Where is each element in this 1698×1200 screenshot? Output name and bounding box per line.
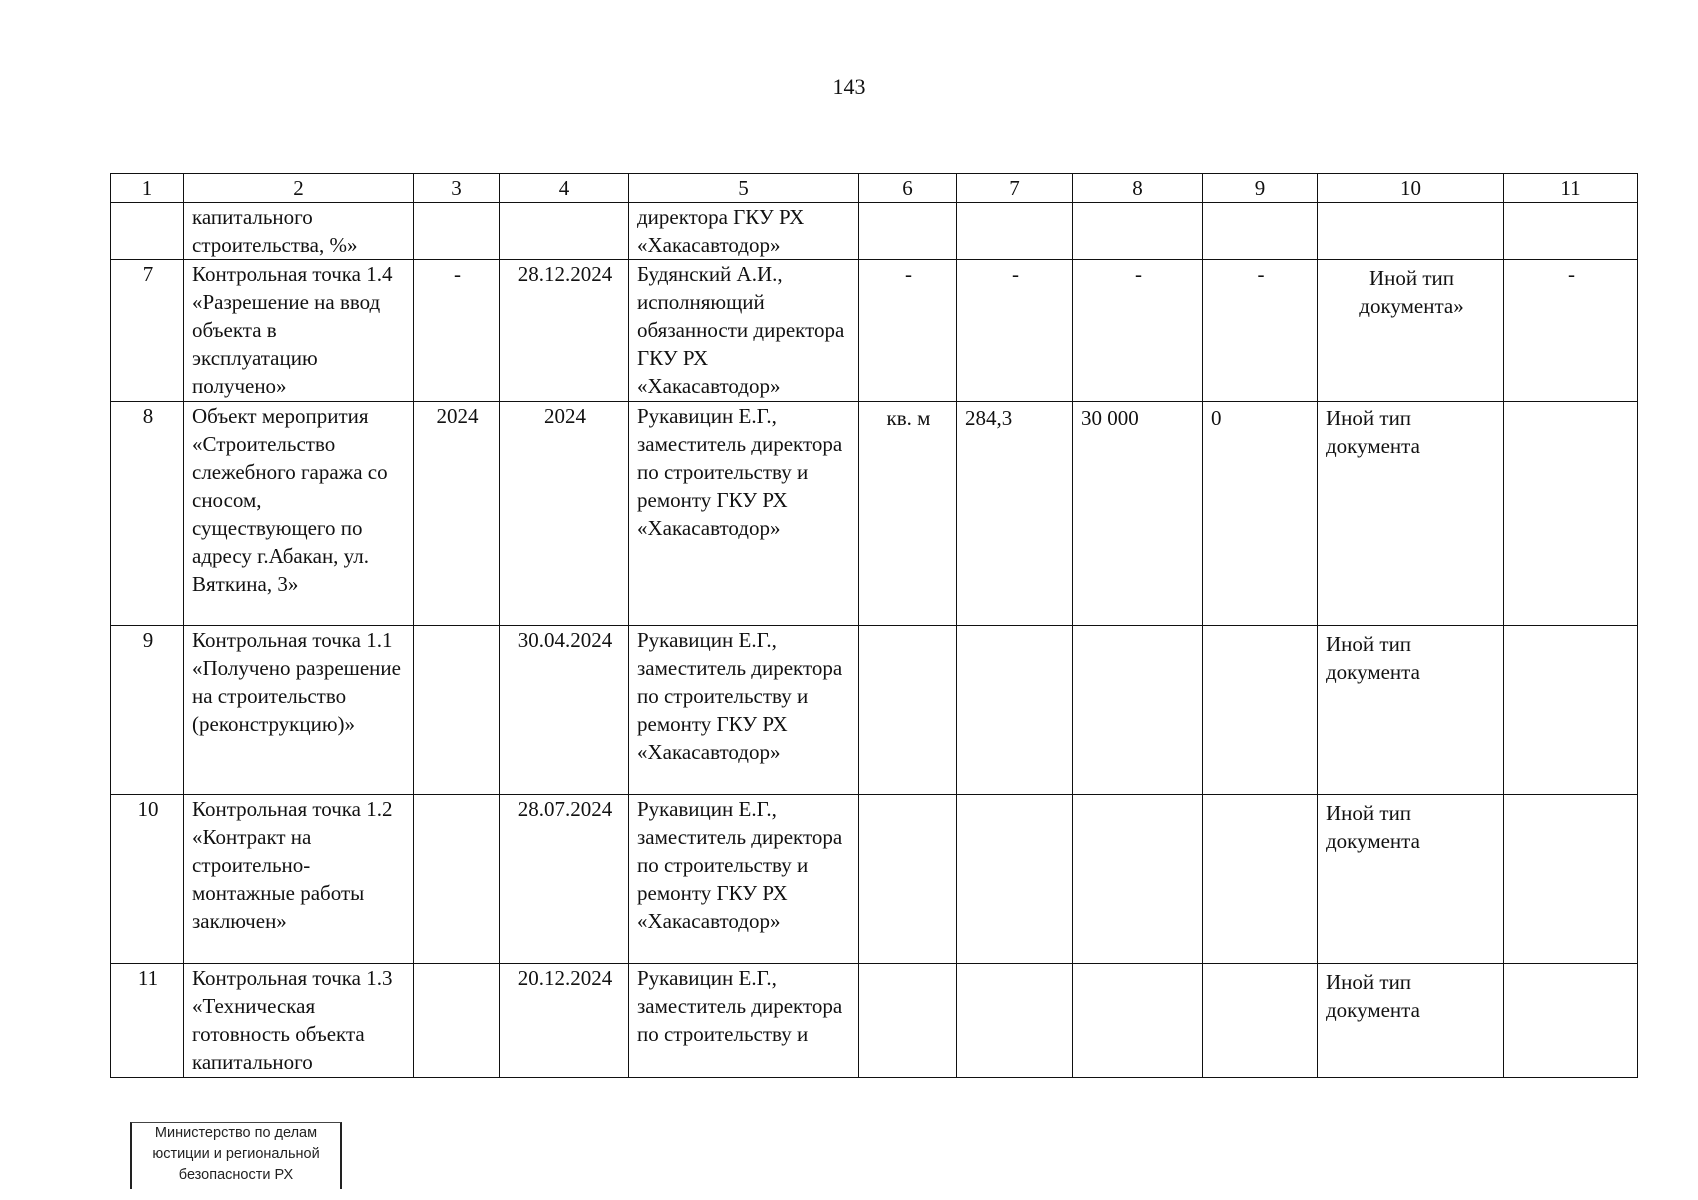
cell-unit: [859, 203, 957, 260]
page-number: 143: [832, 74, 866, 99]
column-number: 4: [500, 174, 629, 203]
column-number: 8: [1073, 174, 1203, 203]
cell-col11: [1504, 402, 1638, 626]
stamp-line: Министерство по делам: [154, 1125, 318, 1141]
cell-col11: -: [1504, 260, 1638, 402]
cell-col8: 30 000: [1073, 402, 1203, 626]
row-number: 10: [111, 795, 184, 964]
column-number: 6: [859, 174, 957, 203]
cell-date: 28.07.2024: [500, 795, 629, 964]
cell-col8: [1073, 964, 1203, 1078]
event-name: Контрольная точка 1.2 «Контракт на строительно-монтажные работы заключен»: [184, 795, 414, 964]
cell-date: 28.12.2024: [500, 260, 629, 402]
document-type: Иной тип документа: [1318, 626, 1504, 795]
column-number: 9: [1203, 174, 1318, 203]
table-row: [111, 795, 1638, 964]
stamp-line: юстиции и региональной: [152, 1146, 320, 1162]
responsible-person: Рукавицин Е.Г., заместитель директора по строительству и ремонту ГКУ РХ «Хакасавтодор»: [629, 795, 859, 964]
cell-date: 20.12.2024: [500, 964, 629, 1078]
cell-col7: [957, 964, 1073, 1078]
document-type: Иной тип документа: [1318, 402, 1504, 626]
cell-unit: кв. м: [859, 402, 957, 626]
column-number: 10: [1318, 174, 1504, 203]
cell-date: 30.04.2024: [500, 626, 629, 795]
cell-col7: [957, 795, 1073, 964]
column-number: 3: [414, 174, 500, 203]
cell-date: 2024: [500, 402, 629, 626]
cell-col3: -: [414, 260, 500, 402]
stamp-line: безопасности РХ: [178, 1167, 294, 1183]
cell-col9: [1203, 795, 1318, 964]
row-number: 8: [111, 402, 184, 626]
cell-col11: [1504, 203, 1638, 260]
column-number: 11: [1504, 174, 1638, 203]
event-name: Контрольная точка 1.1 «Получено разрешение на строительство (реконструкцию)»: [184, 626, 414, 795]
table-row: [111, 260, 1638, 402]
cell-col3: 2024: [414, 402, 500, 626]
cell-col7: [957, 626, 1073, 795]
cell-col8: [1073, 203, 1203, 260]
responsible-person: Рукавицин Е.Г., заместитель директора по строительству и: [629, 964, 859, 1078]
table-row: [111, 203, 1638, 260]
cell-col3: [414, 964, 500, 1078]
cell-col7: [957, 203, 1073, 260]
cell-date: [500, 203, 629, 260]
cell-col8: [1073, 626, 1203, 795]
table-row: [111, 402, 1638, 626]
cell-col9: [1203, 964, 1318, 1078]
cell-col7: 284,3: [957, 402, 1073, 626]
cell-unit: [859, 626, 957, 795]
event-name: Контрольная точка 1.4 «Разрешение на ввод объекта в эксплуатацию получено»: [184, 260, 414, 402]
responsible-person: Рукавицин Е.Г., заместитель директора по строительству и ремонту ГКУ РХ «Хакасавтодор»: [629, 626, 859, 795]
cell-unit: [859, 964, 957, 1078]
cell-col8: [1073, 795, 1203, 964]
cell-col11: [1504, 795, 1638, 964]
cell-col7: -: [957, 260, 1073, 402]
document-type: Иной тип документа»: [1318, 260, 1504, 402]
cell-col8: -: [1073, 260, 1203, 402]
cell-unit: [859, 795, 957, 964]
cell-col9: [1203, 626, 1318, 795]
responsible-person: Рукавицин Е.Г., заместитель директора по строительству и ремонту ГКУ РХ «Хакасавтодор»: [629, 402, 859, 626]
column-number: 5: [629, 174, 859, 203]
row-number: 11: [111, 964, 184, 1078]
column-number: 7: [957, 174, 1073, 203]
document-type: [1318, 203, 1504, 260]
cell-col3: [414, 795, 500, 964]
column-number-row: [111, 174, 1638, 203]
registration-stamp: [130, 1122, 342, 1189]
cell-col9: 0: [1203, 402, 1318, 626]
plan-table: [110, 173, 1638, 1078]
cell-unit: -: [859, 260, 957, 402]
column-number: 2: [184, 174, 414, 203]
document-type: Иной тип документа: [1318, 964, 1504, 1078]
table-row: [111, 626, 1638, 795]
cell-col3: [414, 626, 500, 795]
column-number: 1: [111, 174, 184, 203]
event-name: капитального строительства, %»: [184, 203, 414, 260]
responsible-person: директора ГКУ РХ «Хакасавтодор»: [629, 203, 859, 260]
cell-col3: [414, 203, 500, 260]
document-type: Иной тип документа: [1318, 795, 1504, 964]
cell-col9: [1203, 203, 1318, 260]
table-row: [111, 964, 1638, 1078]
row-number: 7: [111, 260, 184, 402]
row-number: [111, 203, 184, 260]
event-name: Объект меропрития «Строительство слежебного гаража со сносом, существующего по адресу г.Абакан, ул. Вяткина, 3»: [184, 402, 414, 626]
row-number: 9: [111, 626, 184, 795]
cell-col9: -: [1203, 260, 1318, 402]
event-name: Контрольная точка 1.3 «Техническая готовность объекта капитального: [184, 964, 414, 1078]
responsible-person: Будянский А.И., исполняющий обязанности директора ГКУ РХ «Хакасавтодор»: [629, 260, 859, 402]
cell-col11: [1504, 626, 1638, 795]
cell-col11: [1504, 964, 1638, 1078]
